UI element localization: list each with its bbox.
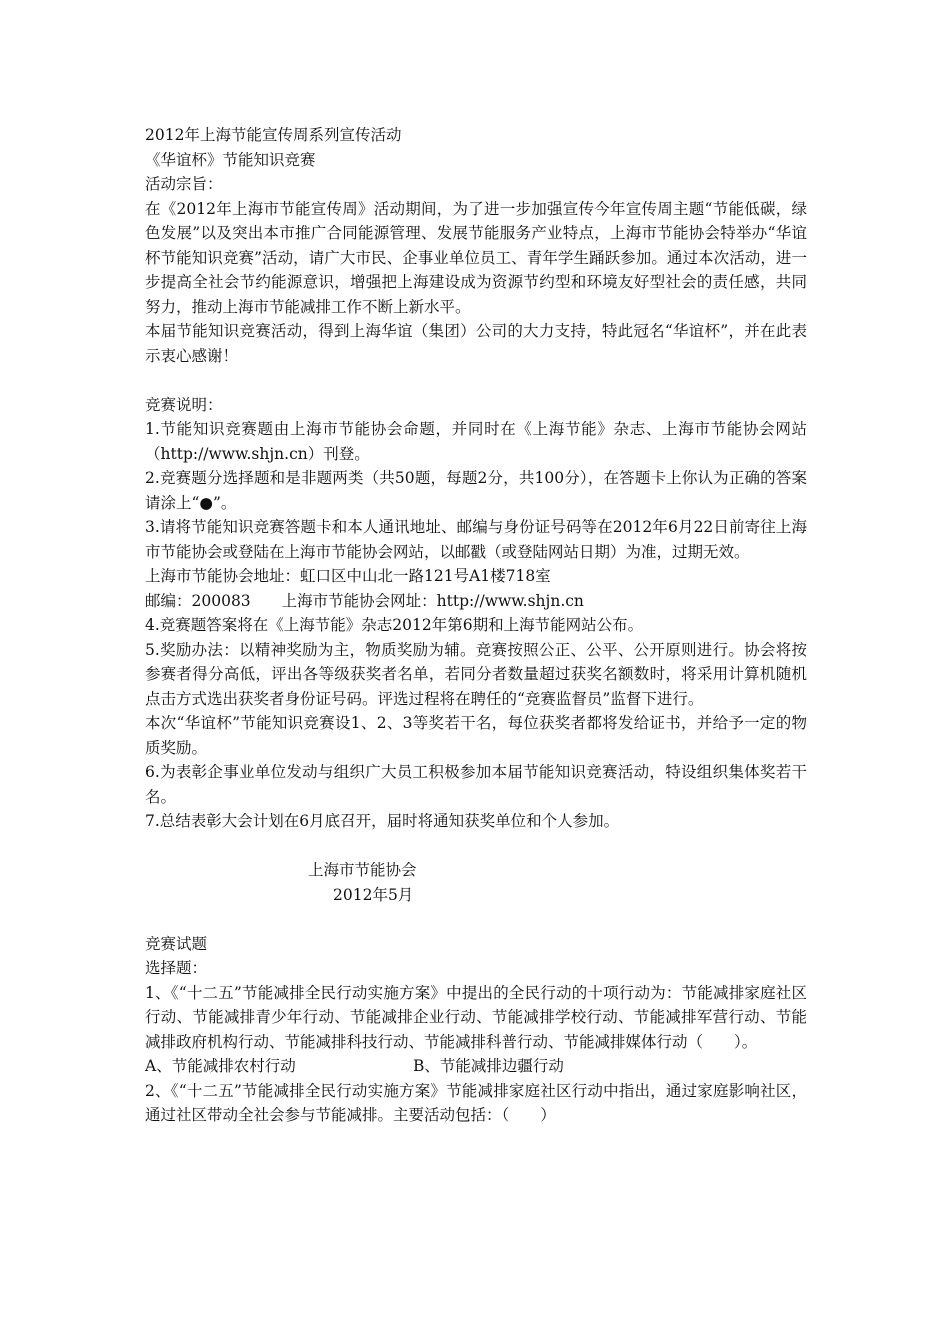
rule-3: 3.请将节能知识竞赛答题卡和本人通讯地址、邮编与身份证号码等在2012年6月22日前寄往上海市节能协会或登陆在上海市节能协会网站，以邮戳（或登陆网站日期）为准，过期无效。 (145, 518, 807, 561)
questions-heading: 竞赛试题 (145, 934, 208, 953)
choice-heading: 选择题： (145, 959, 208, 977)
rule-7: 7.总结表彰大会计划在6月底召开，届时将通知获奖单位和个人参加。 (145, 812, 620, 830)
address-line: 上海市节能协会地址：虹口区中山北一路121号A1楼718室 (145, 567, 551, 585)
subtitle: 《华谊杯》节能知识竞赛 (145, 150, 316, 169)
question-1-options (145, 1054, 807, 1079)
header-title: 2012年上海节能宣传周系列宣传活动 (145, 126, 402, 144)
signature-date: 2012年5月 (333, 885, 414, 904)
rule-6: 6.为表彰企事业单位发动与组织广大员工积极参加本届节能知识竞赛活动，特设组织集体奖若干名。 (145, 763, 807, 806)
purpose-heading: 活动宗旨： (145, 175, 223, 193)
blank-line (145, 834, 807, 859)
question-2: 2、《“十二五”节能减排全民行动实施方案》节能减排家庭社区行动中指出，通过家庭影响社区，通过社区带动全社会参与节能减排。主要活动包括：（ ） (145, 1081, 807, 1124)
question-1-option-a: A、节能减排农村行动 (145, 1057, 296, 1075)
signature-org: 上海市节能协会 (308, 861, 417, 879)
question-1: 1、《“十二五”节能减排全民行动实施方案》中提出的全民行动的十项行动为：节能减排家庭社区行动、节能减排青少年行动、节能减排企业行动、节能减排学校行动、节能减排军营行动、节能减排政府机构行动、节能减排科技行动、节能减排科普行动、节能减排媒体行动（ ）。 (145, 983, 807, 1051)
rule-1: 1.节能知识竞赛题由上海市节能协会命题，并同时在《上海节能》杂志、上海市节能协会网站（http://www.shjn.cn）刊登。 (145, 420, 807, 463)
rules-heading: 竞赛说明： (145, 395, 223, 414)
question-1-option-b: B、节能减排边疆行动 (413, 1057, 564, 1075)
blank-line (145, 368, 807, 393)
postcode-line: 邮编：200083 上海市节能协会网址：http://www.shjn.cn (145, 591, 584, 610)
prize-paragraph: 本次“华谊杯”节能知识竞赛设1、2、3等奖若干名，每位获奖者都将发给证书，并给予一定的物质奖励。 (145, 714, 807, 757)
rule-4: 4.竞赛题答案将在《上海节能》杂志2012年第6期和上海节能网站公布。 (145, 616, 644, 634)
purpose-paragraph-2: 本届节能知识竞赛活动，得到上海华谊（集团）公司的大力支持，特此冠名“华谊杯”，并在此表示衷心感谢！ (145, 322, 807, 365)
rule-2: 2.竞赛题分选择题和是非题两类（共50题，每题2分，共100分），在答题卡上你认为正确的答案请涂上“●”。 (145, 469, 807, 512)
blank-line (145, 907, 807, 932)
document-body (145, 123, 807, 1128)
rule-5: 5.奖励办法：以精神奖励为主，物质奖励为辅。竞赛按照公正、公平、公开原则进行。协会将按参赛者得分高低，评出各等级获奖者名单，若同分者数量超过获奖名额数时，将采用计算机随机点击方式选出获奖者身份证号码。评选过程将在聘任的“竞赛监督员”监督下进行。 (145, 640, 807, 708)
purpose-paragraph-1: 在《2012年上海市节能宣传周》活动期间，为了进一步加强宣传今年宣传周主题“节能低碳，绿色发展”以及突出本市推广合同能源管理、发展节能服务产业特点，上海市节能协会特举办“华谊杯节能知识竞赛”活动，请广大市民、企事业单位员工、青年学生踊跃参加。通过本次活动，进一步提高全社会节约能源意识，增强把上海建设成为资源节约型和环境友好型社会的责任感，共同努力，推动上海市节能减排工作不断上新水平。 (145, 199, 807, 316)
